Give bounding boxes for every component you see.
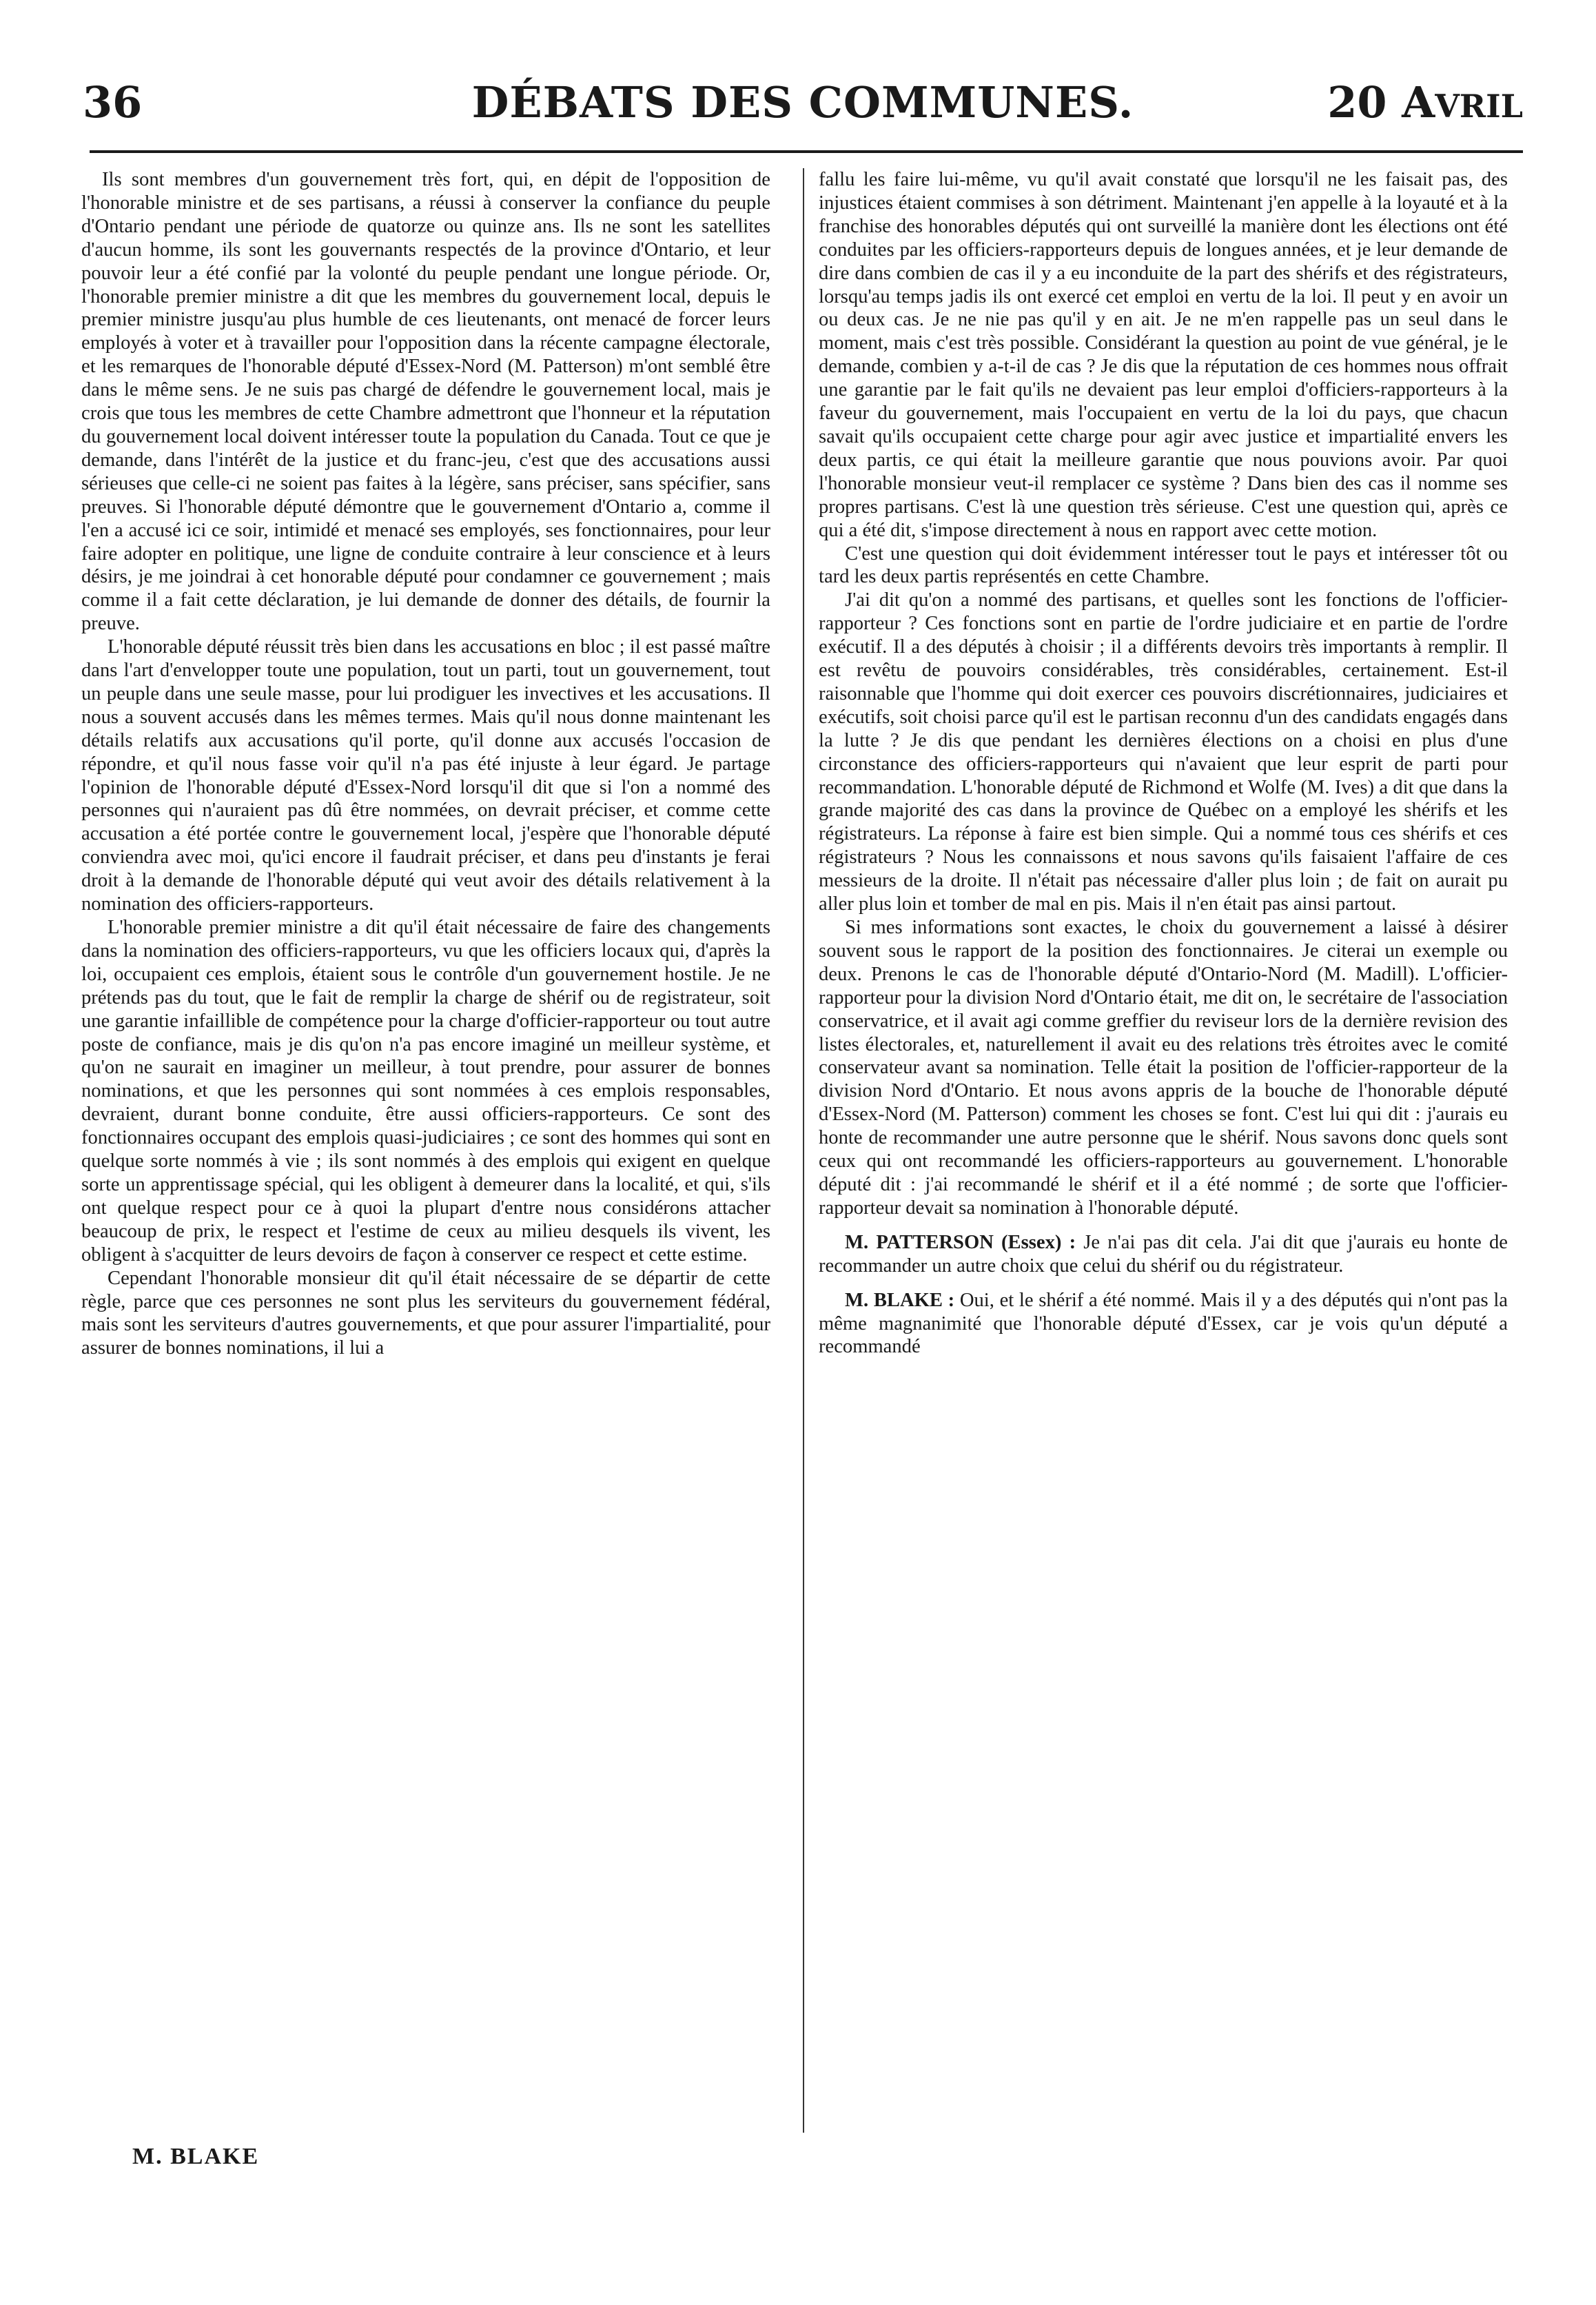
right-paragraph-3: Si mes informations sont exactes, le choix du gouvernement a laissé à désirer souvent sous le rapport de la position des fonctionnaires. Je citerai un exemple ou deux. Prenons le cas de l'honorable député d'Ontario-Nord (M. Madill). L'officier-rapporteur pour la division Nord d'Ontario était, me dit on, le secrétaire de l'association conservatrice, et il avait agi comme greffier du reviseur lors de la dernière revision des listes électorales, et, naturellement il avait eu des relations très étroites avec le comité conservateur avant sa nomination. Telle était la position de l'officier-rapporteur de la division Nord d'Ontario. Et nous avons appris de la bouche de l'honorable député d'Essex-Nord (M. Patterson) comment les choses se font. C'est lui qui dit : j'aurais eu honte de recommander une autre personne que le shérif. Nous savons donc quels sont ceux qui ont recommandé les officiers-rapporteurs au gouvernement. L'honorable député dit : j'ai recommandé le shérif et il a été nommé ; de sorte que l'officier-rapporteur devait sa nomination à l'honorable député. [819,917,1508,1219]
date-day: 20 [1327,77,1387,128]
left-paragraph-4: Cependant l'honorable monsieur dit qu'il était nécessaire de se départir de cette règle, parce que ces personnes ne sont plus les serviteurs du gouvernement fédéral, mais sont les serviteurs d'autres gouvernements, et que pour assurer l'impartialité, pour assurer de bonnes nominations, il lui a [81,1267,770,1359]
header-rule [90,150,1523,153]
date-month-initial: A [1402,77,1435,128]
left-paragraph-1: Ils sont membres d'un gouvernement très fort, qui, en dépit de l'opposition de l'honorable ministre et de ses partisans, a réussi à conserver la confiance du peuple d'Ontario pendant une période de quatorze ou quinze ans. Ils ne sont les satellites d'aucun homme, ils sont les gouvernants respectés de la province d'Ontario, et leur pouvoir leur a été confié par la volonté du peuple pendant une longue période. Or, l'honorable premier ministre a dit que les membres du gouvernement local, depuis le premier ministre jusqu'au plus humble de ces lieutenants, ont menacé de forcer leurs employés à voter et à travailler pour l'opposition dans la récente campagne électorale, et les remarques de l'honorable député d'Essex-Nord (M. Patterson) m'ont semblé être dans le même sens. Je ne suis pas chargé de défendre le gouvernement local, mais je crois que tous les membres de cette Chambre admettront que l'honneur et la réputation du gouvernement local doivent intéresser toute la population du Canada. Tout ce que je demande, dans l'intérêt de la justice et du franc-jeu, c'est que des accusations aussi sérieuses que celle-ci ne soient pas faites à la légère, sans préciser, sans spécifier, sans preuves. Si l'honorable député démontre que le gouvernement d'Ontario a, comme il l'en a accusé ici ce soir, intimidé et menacé ses employés, ses fonctionnaires, pour leur faire adopter en politique, une ligne de conduite contraire à leur conscience et à leurs désirs, je me joindrai à cet honorable député pour condamner ce gouvernement ; mais comme il a fait cette déclaration, je lui demande de donner des détails, de fournir la preuve. [81,169,770,635]
date-month-rest: VRIL [1435,88,1523,125]
speaker-blake: M. BLAKE : [845,1289,955,1311]
left-paragraph-3: L'honorable premier ministre a dit qu'il était nécessaire de faire des changements dans la nomination des officiers-rapporteurs, vu que les officiers locaux qui, d'après la loi, occupaient ces emplois, étaient sous le contrôle d'un gouvernement hostile. Je ne prétends pas du tout, que le fait de remplir la charge de shérif ou de registrateur, soit une garantie infaillible de compétence pour la charge d'officier-rapporteur ou tout autre poste de confiance, mais je dis qu'on n'a pas encore imaginé un meilleur système, et qu'on ne saurait en imaginer un meilleur, à tout prendre, pour assurer de bonnes nominations, et que les personnes qui sont nommées à ces emplois responsables, devraient, durant bonne conduite, être aussi officiers-rapporteurs. Ce sont des fonctionnaires occupant des emplois quasi-judiciaires ; ce sont des hommes qui sont en quelque sorte nommés à vie ; ils sont nommés à des emplois qui exigent en quelque sorte un apprentissage spécial, qui les obligent à demeurer dans la localité, et qui, s'ils ont quelque respect pour ce à quoi la plupart d'entre nous considérons attacher beaucoup de prix, le respect et l'estime de ceux au milieu desquels ils vivent, les obligent à s'acquitter de leurs devoirs de façon à conserver ce respect et cette estime. [81,917,770,1266]
right-paragraph-1: C'est une question qui doit évidemment intéresser tout le pays et intéresser tôt ou tard les deux partis représentés en cette Chambre. [819,542,1508,588]
column-divider [803,168,804,2133]
right-continuation: fallu les faire lui-même, vu qu'il avait constaté que lorsqu'il ne les faisait pas, des injustices étaient commises à son détriment. Maintenant j'en appelle à la loyauté et à la franchise des honorables députés qui ont surveillé la manière dont les élections ont été conduites par les officiers-rapporteurs depuis de longues années, et je leur demande de dire dans combien de cas il y a eu inconduite de la part des shérifs et des régistrateurs, lorsqu'au temps jadis ils ont exercé cet emploi en vertu de la loi. Il peut y en avoir un ou deux cas. Je ne nie pas qu'il y en ait. Je ne m'en rappelle pas un seul dans le moment, mais c'est très possible. Considérant la question au point de vue général, je le demande, combien y a-t-il de cas ? Je dis que la réputation de ces hommes nous offrait une garantie par le fait qu'ils ne devaient pas leur emploi d'officiers-rapporteurs à la faveur du gouvernement, mais l'occupaient en vertu de la loi du pays, que chacun savait qu'ils occupaient cette charge pour agir avec justice et impartialité envers les deux partis, ce qui était la meilleure garantie que nous pouvions avoir. Par quoi l'honorable monsieur veut-il remplacer ce système ? Dans bien des cas il nomme ses propres partisans. C'est là une question très sérieuse. C'est une question qui, après ce qui a été dit, s'impose directement à nous en rapport avec cette motion. [819,169,1508,541]
page-header [83,77,1523,139]
speech-patterson [819,1231,1508,1278]
speech-blake-text: Oui, et le shérif a été nommé. Mais il y a des députés qui n'ont pas la même magnanimité que l'honorable député d'Essex, car je vois qu'un député a recommandé [819,1289,1508,1358]
left-paragraph-2: L'honorable député réussit très bien dans les accusations en bloc ; il est passé maître dans l'art d'envelopper toute une population, tout un parti, tout un gouvernement, tout un peuple dans une seule masse, pour lui prodiguer les invectives et les accusations. Il nous a souvent accusés dans les mêmes termes. Mais qu'il nous donne maintenant les détails relatifs aux accusations qu'il porte, qu'il donne aux accusés l'occasion de répondre, et qu'il nous fasse voir qu'il n'a pas été injuste à leur égard. Je partage l'opinion de l'honorable député d'Essex-Nord lorsqu'il dit que si l'on a nommé des personnes qui n'auraient pas dû être nommées, on devrait préciser, et comme cette accusation a été portée contre le gouvernement local, j'espère que l'honorable député conviendra avec moi, qu'ici encore il faudrait préciser, et dans peu d'instants je ferai droit à la demande de l'honorable député qui veut avoir des détails relativement à la nomination des officiers-rapporteurs. [81,636,770,915]
right-paragraph-2: J'ai dit qu'on a nommé des partisans, et quelles sont les fonctions de l'officier-rapporteur ? Ces fonctions sont en partie de l'ordre judiciaire et en partie de l'ordre exécutif. Il a des députés à choisir ; il a différents devoirs très importants à remplir. Il est revêtu de pouvoirs considérables, très considérables, certainement. Est-il raisonnable que l'homme qui doit exercer ces pouvoirs discrétionnaires, judiciaires et exécutifs, soit choisi parce qu'il est le partisan reconnu d'un des candidats engagés dans la lutte ? Je dis que pendant les dernières élections on a choisi en plus d'une circonstance des officiers-rapporteurs qui n'avaient que leur esprit de parti pour recommandation. L'honorable député de Richmond et Wolfe (M. Ives) a dit que dans la grande majorité des cas dans la province de Québec on a employé les shérifs et les régistrateurs. La réponse à faire est bien simple. Qui a nommé tous ces shérifs et ces régistrateurs ? Nous les connaissons et nous savons qu'ils faisaient l'affaire de ces messieurs de la droite. Il n'était pas nécessaire d'aller plus loin ; de fait on aurait pu aller plus loin et tomber de mal en pis. Mais il n'en était pas ainsi partout. [819,589,1508,915]
right-column [819,168,1508,1359]
header-date [1327,77,1523,128]
speaker-patterson: M. PATTERSON (Essex) : [845,1231,1076,1253]
running-title: DÉBATS DES COMMUNES. [471,77,1134,128]
page-number: 36 [83,77,143,128]
speech-blake [819,1289,1508,1359]
catchword: M. BLAKE [132,2144,260,2169]
left-column [81,168,770,1360]
speech-patterson-text: Je n'ai pas dit cela. J'ai dit que j'aurais eu honte de recommander un autre choix que celui du shérif ou du régistrateur. [819,1231,1508,1277]
